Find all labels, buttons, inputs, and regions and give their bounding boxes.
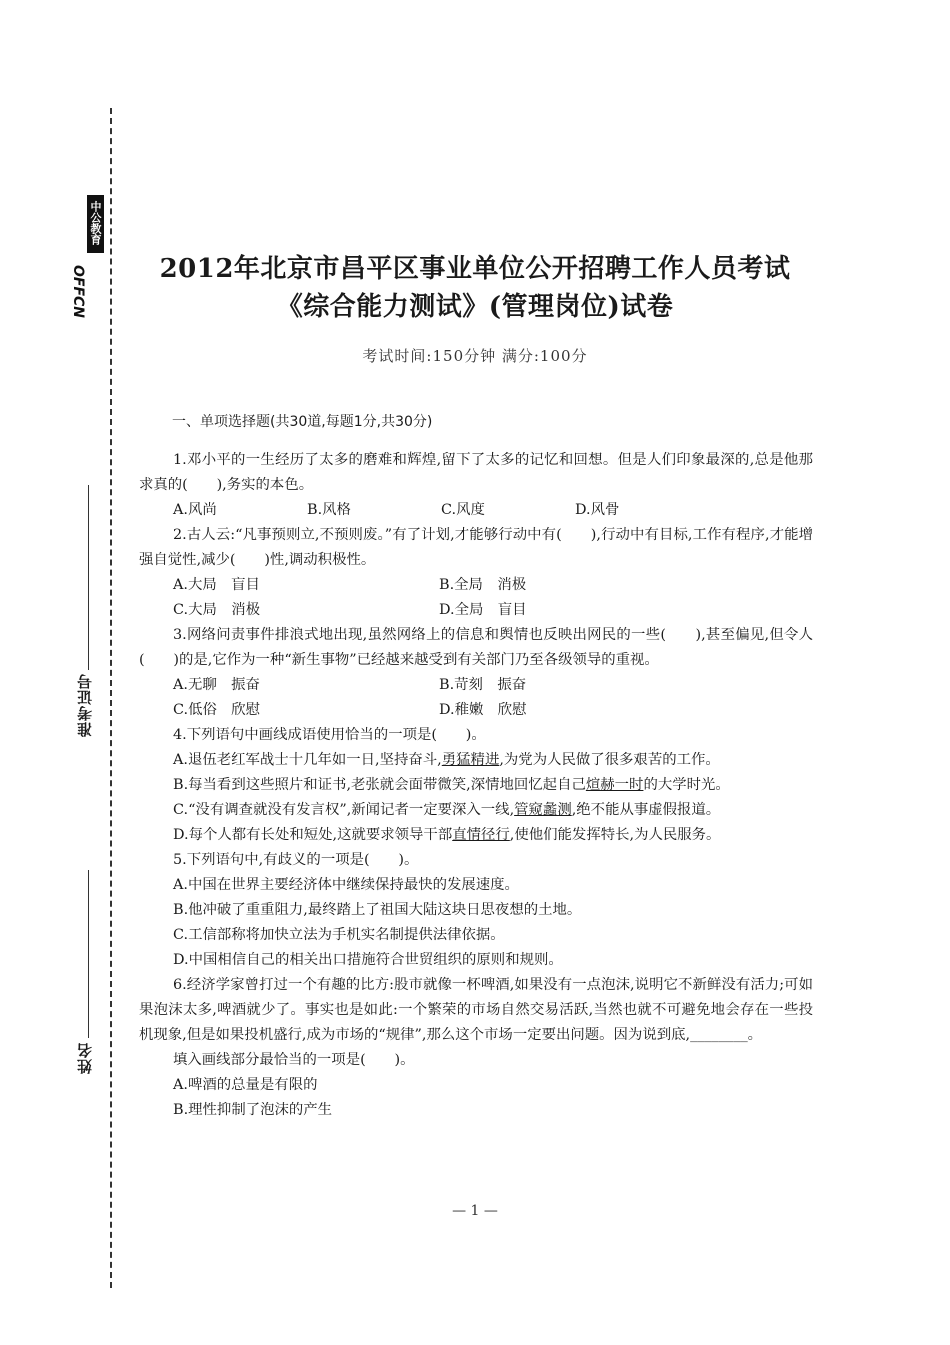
exam-id-field[interactable] (74, 485, 104, 740)
option-a: A.大局 盲目 (173, 577, 260, 593)
question-5-option-a: A.中国在世界主要经济体中继续保持最快的发展速度。 (173, 877, 519, 893)
option-c: C.低俗 欣慰 (173, 702, 261, 718)
page-number: — 1 — (452, 1203, 498, 1219)
question-4-option-a: A.退伍老红军战士十几年如一日,坚持奋斗,勇猛精进,为党为人民做了很多艰苦的工作。 (173, 752, 720, 768)
offcn-logo (70, 195, 104, 335)
logo-sub: OFFCN (70, 265, 86, 319)
cut-line (110, 108, 112, 1288)
question-2-stem: 2.古人云:“凡事预则立,不预则废。”有了计划,才能够行动中有( ),行动中有目标,工作有程序,才能增强自觉性,减少( )性,调动积极性。 (139, 527, 813, 568)
exam-id-label: 准考证号 (76, 673, 94, 737)
question-1-options (139, 498, 813, 523)
question-5-stem: 5.下列语句中,有歧义的一项是( )。 (173, 852, 419, 868)
name-field[interactable] (74, 870, 104, 1092)
underlined-idiom: 直情径行 (452, 827, 510, 843)
option-c: C.大局 消极 (173, 602, 261, 618)
question-6-option-a: A.啤酒的总量是有限的 (173, 1077, 318, 1093)
option-a: A.风尚 (173, 502, 217, 518)
option-d: D.全局 盲目 (439, 602, 527, 618)
logo-text: 中公教育 (89, 201, 102, 245)
exam-title-line2: 《综合能力测试》(管理岗位)试卷 (276, 292, 674, 322)
question-3-options-row1 (139, 673, 813, 698)
question-1-stem: 1.邓小平的一生经历了太多的磨难和辉煌,留下了太多的记忆和回想。但是人们印象最深的,总是他那求真的( ),务实的本色。 (139, 452, 813, 493)
question-list (139, 448, 813, 1123)
question-5-option-d: D.中国相信自己的相关出口措施符合世贸组织的原则和规则。 (173, 952, 563, 968)
option-d: D.稚嫩 欣慰 (439, 702, 527, 718)
option-b: B.全局 消极 (439, 577, 527, 593)
option-b: B.苛刻 振奋 (439, 677, 527, 693)
question-4-option-d: D.每个人都有长处和短处,这就要求领导干部直情径行,使他们能发挥特长,为人民服务。 (173, 827, 721, 843)
question-2-options-row2 (139, 598, 813, 623)
option-b: B.风格 (307, 502, 351, 518)
underlined-idiom: 勇猛精进 (441, 752, 500, 768)
question-5-option-c: C.工信部称将加快立法为手机实名制提供法律依据。 (173, 927, 505, 943)
section-title: 一、单项选择题(共30道,每题1分,共30分) (172, 414, 433, 430)
question-4-stem: 4.下列语句中画线成语使用恰当的一项是( )。 (173, 727, 486, 743)
question-3-options-row2 (139, 698, 813, 723)
question-3-stem: 3.网络问责事件排浪式地出现,虽然网络上的信息和舆情也反映出网民的一些( ),甚至偏见,但令人( )的是,它作为一种“新生事物”已经越来越受到有关部门乃至各级领导的重视。 (139, 627, 813, 668)
underlined-idiom: 管窥蠡测 (514, 802, 572, 818)
exam-info: 考试时间:150分钟 满分:100分 (362, 347, 588, 365)
question-6-prompt: 填入画线部分最恰当的一项是( )。 (173, 1052, 415, 1068)
question-5-option-b: B.他冲破了重重阻力,最终踏上了祖国大陆这块日思夜想的土地。 (173, 902, 582, 918)
option-c: C.风度 (441, 502, 485, 518)
underlined-idiom: 煊赫一时 (585, 777, 644, 793)
exam-title-line1: 2012年北京市昌平区事业单位公开招聘工作人员考试 (159, 254, 791, 284)
option-d: D.风骨 (575, 502, 620, 518)
question-4-option-c: C.“没有调查就没有发言权”,新闻记者一定要深入一线,管窥蠡测,绝不能从事虚假报道。 (173, 802, 721, 818)
question-6-stem: 6.经济学家曾打过一个有趣的比方:股市就像一杯啤酒,如果没有一点泡沫,说明它不新鲜没有活力;可如果泡沫太多,啤酒就少了。事实也是如此:一个繁荣的市场自然交易活跃,当然也就不可避免地会存在一些投机现象,但是如果投机盛行,成为市场的“规律”,那么这个市场一定要出问题。因为说到底,________。 (139, 977, 813, 1043)
option-a: A.无聊 振奋 (173, 677, 260, 693)
question-4-option-b: B.每当看到这些照片和证书,老张就会面带微笑,深情地回忆起自己煊赫一时的大学时光。 (173, 777, 730, 793)
name-label: 姓名 (76, 1042, 94, 1074)
question-6-option-b: B.理性抑制了泡沫的产生 (173, 1102, 333, 1118)
question-2-options-row1 (139, 573, 813, 598)
